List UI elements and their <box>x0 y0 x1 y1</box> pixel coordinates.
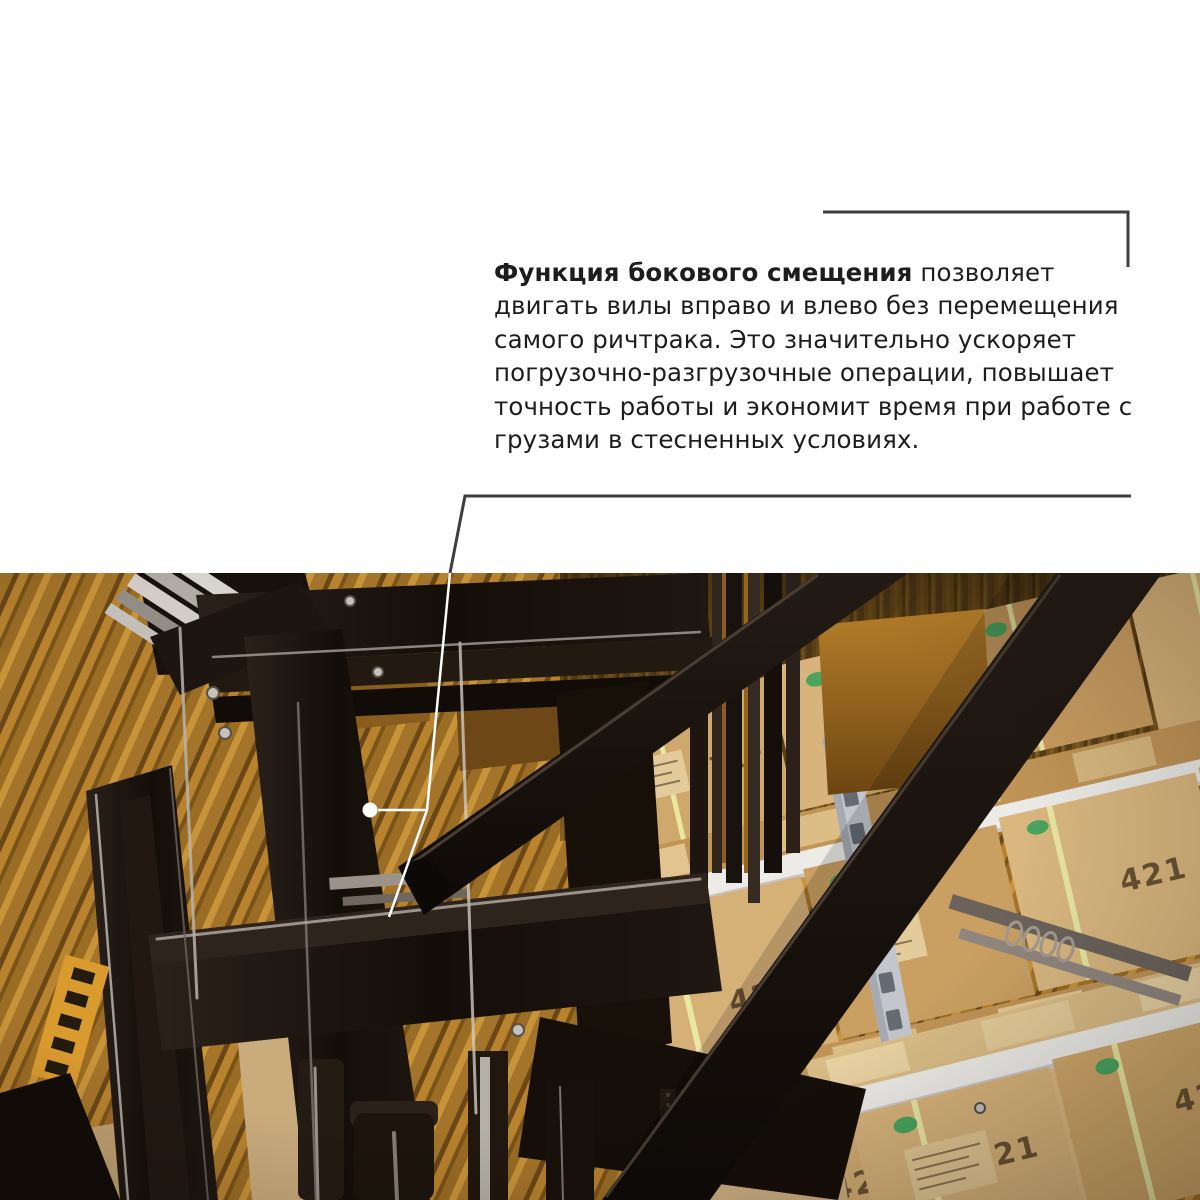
caption-line-2: двигать вилы вправо и влево без перемещения <box>494 291 1119 321</box>
vignette <box>0 573 1200 1200</box>
caption-line-6: грузами в стесненных условиях. <box>494 425 920 455</box>
caption-line-5: точность работы и экономит время при работе с <box>494 391 1133 421</box>
caption-line-4: погрузочно-разгрузочные операции, повышает <box>494 358 1115 388</box>
caption-line-3: самого ричтрака. Это значительно ускоряет <box>494 324 1077 354</box>
caption-line-1: Функция бокового смещения позволяет <box>494 258 1055 287</box>
callout-line-upper <box>450 496 1131 573</box>
caption-text <box>494 256 1154 456</box>
warehouse-photo <box>0 573 1200 1200</box>
caption-lead: Функция бокового смещения <box>494 258 913 287</box>
